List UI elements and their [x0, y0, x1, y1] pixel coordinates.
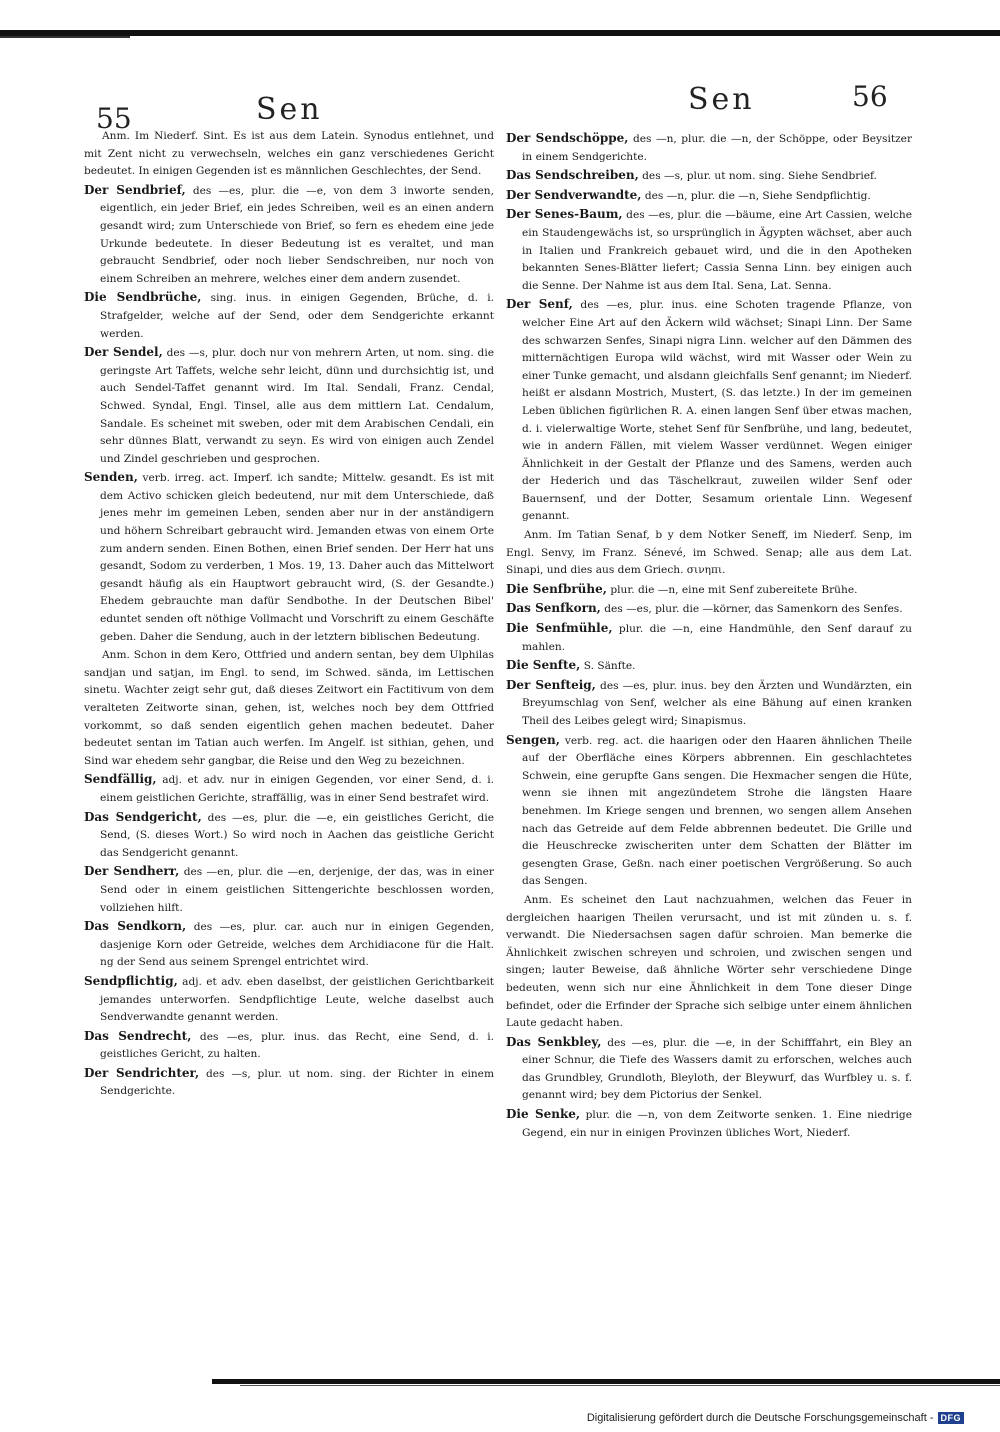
entry-headword: Senden, — [84, 470, 138, 485]
entry-definition: des —s, plur. doch nur von mehrern Arten, ut nom. sing. die geringste Art Taffets, welche sehr leicht, dünn und durchsichtig ist, und auch Sendel-Taffet genannt wird. Im Ital. Sendali, Franz. Cendal, Schwed. Syndal, Engl. Tinsel, alle aus dem mittlern Lat. Cendalum, Sandale. Es scheinet mit sweben, oder mit dem Arabischen Cendali, ein sehr dünnes Blatt, verwandt zu seyn. Es wird von einigen auch Zendel und Zindel geschrieben und gesprochen. — [100, 347, 494, 465]
entry-headword: Die Senfbrühe, — [506, 581, 607, 596]
entry-definition: des —es, plur. inus. eine Schoten tragende Pflanze, von welcher Eine Art auf den Äckern wild wächset; Sinapi Linn. Der Same des schwarzen Senfes, Sinapi nigra Linn. welcher auf den Dämmen des mitternächtigen Europa wild wächst, wird mit Wasser oder Wein zu einer Tunke gemacht, und alsdann gleichfalls Senf genannt; im Niederf. heißt er alsdann Mostrich, Mustert, (S. das letzte.) In der im gemeinen Leben üblichen figürlichen R. A. einen langen Senf über etwas machen, d. i. vielerwaltige Worte, stehet Senf für Senfbrühe, und lang, bedeutet, wie in andern Fällen, mit vielem Wasser verdünnet. Wegen einiger Ähnlichkeit in der Gestalt der Pflanze und des Samens, werden auch der Hederich und das Täschelkraut, zuweilen wilder Senf oder Bauernsenf, und der Dotter, Sesamum orientale Linn. Wegesenf genannt. — [522, 299, 912, 523]
entry-headword: Der Sendschöppe, — [506, 131, 629, 145]
annotation-note: Anm. Im Tatian Senaf, b y dem Notker Seneff, im Niederf. Senp, im Engl. Senvy, im Franz. Sénevé, im Schwed. Senap; alle aus dem Lat. Sinapi, und dies aus dem Griech. σινηπι. — [506, 529, 912, 577]
entry-headword: Das Sendgericht, — [84, 809, 202, 824]
right-page-number: 56 — [852, 80, 888, 113]
entry-headword: Das Senkbley, — [506, 1034, 602, 1049]
entry-definition: sing. inus. in einigen Gegenden, Brüche, d. i. Strafgelder, welche auf der Send, oder dem Sendgerichte erkannt werden. — [100, 292, 494, 340]
entry-headword: Das Sendschreiben, — [506, 168, 639, 183]
dictionary-entry — [506, 167, 912, 186]
bottom-rule-shadow — [240, 1385, 1000, 1386]
annotation-note: Anm. Im Niederf. Sint. Es ist aus dem Latein. Synodus entlehnet, und mit Zent nicht zu verwechseln, welches ein ganz verschiedenes Gericht bedeutet. In einigen Gegenden ist es männlichen Geschlechtes, der Send. — [84, 130, 494, 178]
entry-definition: des —s, plur. ut nom. sing. Siehe Sendbrief. — [642, 170, 877, 183]
bottom-rule — [212, 1379, 1000, 1384]
entry-headword: Die Senfmühle, — [506, 621, 613, 636]
entry-headword: Der Sendverwandte, — [506, 187, 642, 202]
dictionary-entry — [506, 206, 912, 295]
entry-definition: des —es, plur. die —e, in der Schifffahrt, ein Bley an einer Schnur, die Tiefe des Wassers damit zu erforschen, welches auch das Grundbley, Grundloth, Bleyloth, der Bleywurf, das Wurfbley u. s. f. genannt wird; bey dem Pictorius der Senkel. — [522, 1036, 912, 1102]
entry-definition: des —es, plur. inus. das Recht, eine Send, d. i. geistliches Gericht, zu halten. — [100, 1030, 494, 1061]
entry-headword: Sendfällig, — [84, 772, 157, 787]
left-column — [84, 128, 494, 1218]
dictionary-entry — [506, 1034, 912, 1105]
entry-definition: des —es, plur. die —körner, das Samenkorn des Senfes. — [604, 603, 903, 616]
entry-headword: Der Sendherr, — [84, 864, 180, 879]
dictionary-entry — [506, 1106, 912, 1142]
dictionary-entry — [506, 620, 912, 656]
entry-headword: Sendpflichtig, — [84, 973, 178, 988]
entry-definition: des —es, plur. car. auch nur in einigen Gegenden, dasjenige Korn oder Getreide, welches dem Archidiacone für die Halt. ng der Send aus seinem Sprengel entrichtet wird. — [100, 921, 494, 969]
entry-definition: plur. die —n, eine Handmühle, den Senf darauf zu mahlen. — [522, 623, 912, 653]
dictionary-entry — [506, 581, 912, 600]
entry-headword: Die Sendbrüche, — [84, 290, 202, 305]
entry-headword: Das Sendkorn, — [84, 919, 187, 934]
entry-definition: des —en, plur. die —en, derjenige, der das, was in einer Send oder in einem geistlichen Sittengerichte beschlossen worden, vollziehen hilft. — [100, 866, 494, 914]
dictionary-entry — [506, 677, 912, 731]
dictionary-entry — [84, 973, 494, 1027]
entry-headword: Der Sendbrief, — [84, 182, 186, 197]
entry-definition: des —s, plur. ut nom. sing. der Richter in einem Sendgerichte. — [100, 1067, 494, 1098]
dictionary-entry — [506, 732, 912, 891]
top-rule-tail — [0, 36, 130, 38]
entry-definition: verb. irreg. act. Imperf. ich sandte; Mittelw. gesandt. Es ist mit dem Activo schicken gleich bedeutend, nur mit dem Unterschiede, daß jenes mehr im gemeinen Leben, senden aber nur in der anständigern und höhern Schreibart gebraucht wird. Jemanden etwas von einem Orte zum andern senden. Einen Bothen, einen Brief senden. Der Herr hat uns gesandt, Sodom zu verderben, 1 Mos. 19, 13. Daher auch das Mittelwort gesandt häufig als ein Hauptwort gebraucht wird, (S. der Gesandte.) Ehedem gebrauchte man dafür Sendbothe. In der Deutschen Bibel' eduntet senden oft nöthige Vollmacht und Vorschrift zu einem Geschäfte geben. Daher die Sendung, auch in der letztern biblischen Bedeutung. — [100, 472, 494, 643]
right-column — [506, 130, 912, 1220]
entry-definition: des —es, plur. die —e, von dem 3 inworte senden, eigentlich, ein jeder Brief, ein jedes Schreiben, weil es an einen andern gesandt wird; zum Unterschiede von Brief, so fern es ehedem eine jede Urkunde bedeutete. In dieser Bedeutung ist es veraltet, und man gebraucht Sendbrief, oder noch lieber Sendschreiben, nur noch von einem Schreiben an mehrere, welches einer dem andern zusendet. — [100, 184, 494, 285]
entry-definition: plur. die —n, von dem Zeitworte senken. 1. Eine niedrige Gegend, ein nur in einigen Provinzen übliches Wort, Niederf. — [522, 1109, 912, 1139]
entry-headword: Der Sendel, — [84, 345, 163, 360]
dictionary-entry — [84, 289, 494, 343]
dictionary-entry — [84, 918, 494, 972]
dictionary-entry — [506, 296, 912, 526]
dictionary-entry — [506, 600, 912, 619]
entry-headword: Die Senfte, — [506, 658, 581, 673]
entry-definition: des —n, plur. die —n, der Schöppe, oder Beysitzer in einem Sendgerichte. — [522, 133, 912, 163]
dictionary-entry — [506, 657, 912, 676]
dictionary-entry — [84, 1065, 494, 1101]
top-rule — [0, 30, 1000, 36]
entry-headword: Der Senfteig, — [506, 677, 596, 692]
dictionary-entry — [84, 182, 494, 289]
entry-definition: des —es, plur. die —bäume, eine Art Cassien, welche ein Staudengewächs ist, so ursprünglich in Ägypten wächset, aber auch in Italien und Frankreich gebauet wird, und die in den Apotheken bekannten Senes-Blätter liefert; Cassia Senna Linn. bey einigen auch die Senne. Der Nahme ist aus dem Ital. Sena, Lat. Senna. — [522, 209, 912, 292]
entry-definition: adj. et adv. nur in einigen Gegenden, vor einer Send, d. i. einem geistlichen Gerichte, straffällig, was in einer Send bestrafet wird. — [100, 774, 494, 804]
annotation-note: Anm. Es scheinet den Laut nachzuahmen, welchen das Feuer in dergleichen haarigen Theilen verursacht, und ist mit zünden u. s. f. verwandt. Die Niedersachsen sagen dafür schroien. Man bemerke die Ähnlichkeit zwischen schreyen und schroien, und zwischen sengen und singen; lauter Beweise, daß ähnliche Wörter sehr verschiedene Dinge bedeuten, wenn sich nur eine Ähnlichkeit in dem Tone dieser Dinge befindet, oder die Erfinder der Sprache sich selbige unter einem ähnlichen Laute gedacht haben. — [506, 893, 912, 1030]
entry-headword: Die Senke, — [506, 1107, 581, 1122]
entry-definition: adj. et adv. eben daselbst, der geistlichen Gerichtbarkeit jemandes unterworfen. Sendpflichtige Leute, welche daselbst auch Sendverwandte genannt werden. — [100, 975, 494, 1024]
dfg-logo: DFG — [938, 1412, 965, 1424]
dictionary-entry — [84, 771, 494, 807]
entry-definition: plur. die —n, eine mit Senf zubereitete Brühe. — [610, 583, 858, 596]
entry-headword: Der Senes-Baum, — [506, 207, 623, 222]
entry-definition: des —es, plur. die —e, ein geistliches Gericht, die Send, (S. dieses Wort.) So wird noch in Aachen das geistliche Gericht das Sendgericht genannt. — [100, 811, 494, 859]
digitization-footer — [587, 1412, 964, 1424]
entry-definition: des —es, plur. inus. bey den Ärzten und Wundärzten, ein Breyumschlag von Senf, welcher als eine Bähung auf einen kranken Theil des Leibes gelegt wird; Sinapismus. — [522, 679, 912, 727]
left-running-head: Sen — [256, 92, 323, 127]
entry-headword: Der Sendrichter, — [84, 1065, 200, 1080]
dictionary-entry — [84, 1028, 494, 1064]
dictionary-entry — [84, 863, 494, 917]
right-running-head: Sen — [688, 82, 755, 117]
entry-headword: Das Senfkorn, — [506, 601, 601, 616]
entry-headword: Sengen, — [506, 732, 560, 747]
entry-headword: Das Sendrecht, — [84, 1028, 192, 1043]
dictionary-entry — [84, 344, 494, 468]
entry-definition: verb. reg. act. die haarigen oder den Haaren ähnlichen Theile auf der Oberfläche eines Körpers abbrennen. Ein geschlachtetes Schwein, eine gerupfte Gans sengen. Die Hexmacher sengen die Hüte, wenn sie ihnen mit angezündetem Strohe die längsten Haare benehmen. Im Kriege sengen und brennen, wo sengen allem Ansehen nach das Getreide auf dem Felde abbrennen bedeutet. Die Grille und die Heuschrecke zwischeriten unter dem Schatten der Blätter im gesengten Grase, Geßn. nach einer poetischen Vergrößerung. So auch das Sengen. — [522, 734, 912, 888]
entry-definition: S. Sänfte. — [583, 660, 636, 673]
dictionary-entry — [506, 187, 912, 206]
dictionary-entry — [84, 809, 494, 863]
entry-headword: Der Senf, — [506, 297, 573, 312]
annotation-note: Anm. Schon in dem Kero, Ottfried und andern sentan, bey dem Ulphilas sandjan und satjan, im Engl. to send, im Schwed. sända, im Lettischen sinetu. Wachter zeigt sehr gut, daß dieses Zeitwort ein Factitivum von dem veralteten Zeitworte sinan, gehen, ist, welches noch bey dem Ottfried vorkommt, so daß senden eigentlich gehen machen bedeutet. Daher bedeutet sentan im Tatian auch werfen. Im Angelf. ist sithian, gehen, und Sind war ehedem sehr gangbar, die Reise und den Weg zu bezeichnen. — [84, 649, 494, 767]
entry-definition: des —n, plur. die —n, Siehe Sendpflichtig. — [644, 189, 871, 202]
dictionary-entry — [84, 469, 494, 646]
footer-text: Digitalisierung gefördert durch die Deutsche Forschungsgemeinschaft - — [586, 1412, 934, 1424]
left-page-number: 55 — [96, 102, 132, 135]
dictionary-entry — [506, 130, 912, 166]
